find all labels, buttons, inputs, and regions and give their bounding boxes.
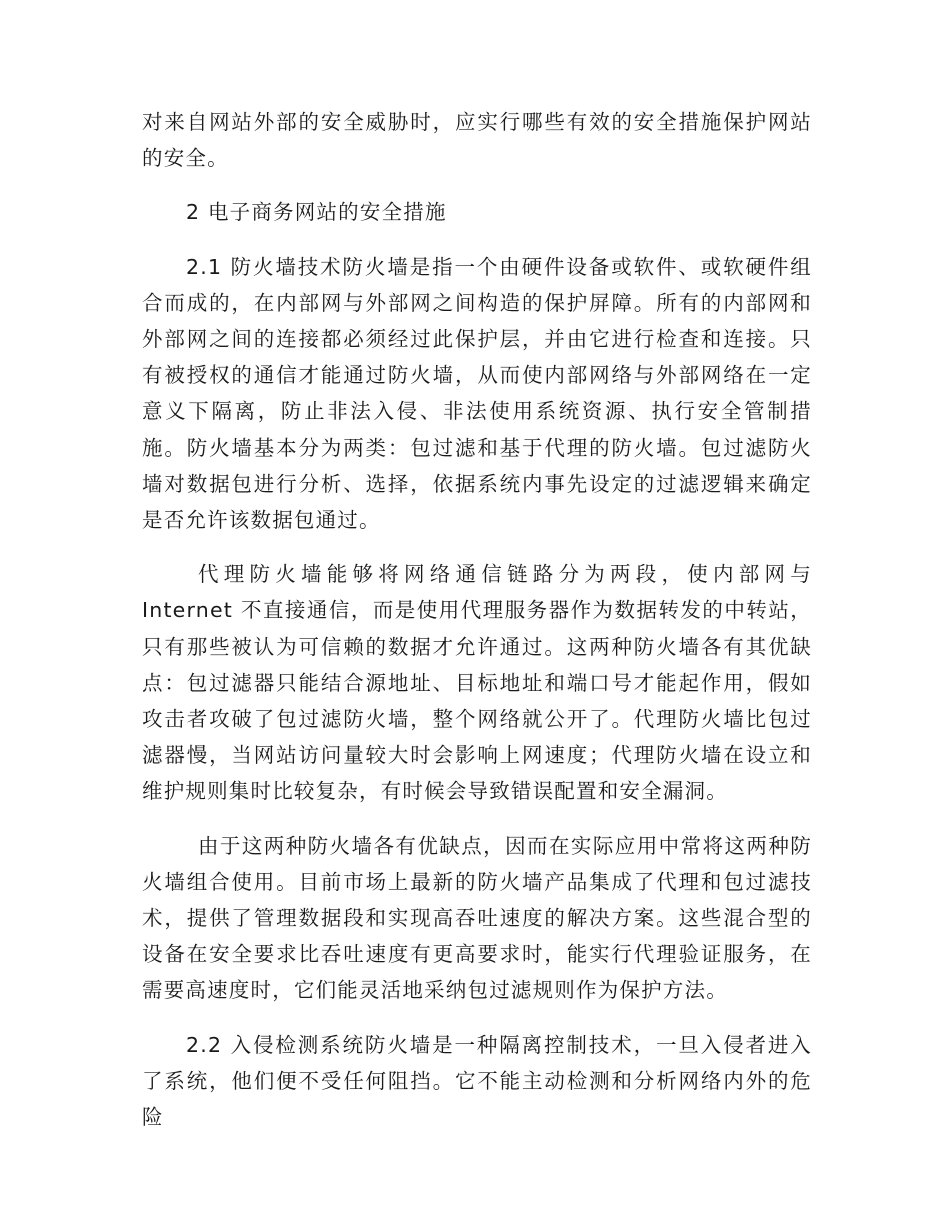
paragraph-continuation: 对来自网站外部的安全威胁时，应实行哪些有效的安全措施保护网站的安全。 bbox=[142, 110, 812, 171]
paragraph-proxy-firewall: 代理防火墙能够将网络通信链路分为两段，使内部网与 Internet 不直接通信，而是使用代理服务器作为数据转发的中转站，只有那些被认为可信赖的数据才允许通过。这两种防火墙各有其优缺点：包过滤器只能结合源地址、目标地址和端口号才能起作用，假如攻击者攻破了包过滤防火墙，整个网络就公开了。代理防火墙比包过滤器慢，当网站访问量较大时会影响上网速度；代理防火墙在设立和维护规则集时比较复杂，有时候会导致错误配置和安全漏洞。 bbox=[142, 562, 812, 804]
paragraph-hybrid-firewall: 由于这两种防火墙各有优缺点，因而在实际应用中常将这两种防火墙组合使用。目前市场上最新的防火墙产品集成了代理和包过滤技术，提供了管理数据段和实现高吞吐速度的解决方案。这些混合型的设备在安全要求比吞吐速度有更高要求时，能实行代理验证服务，在需要高速度时，它们能灵活地采纳包过滤规则作为保护方法。 bbox=[142, 833, 812, 1003]
section-heading: 2 电子商务网站的安全措施 bbox=[186, 200, 447, 225]
paragraph-intrusion-detection: 2.2 入侵检测系统防火墙是一种隔离控制技术，一旦入侵者进入了系统，他们便不受任何阻挡。它不能主动检测和分析网络内外的危险 bbox=[142, 1032, 812, 1130]
document-body bbox=[142, 104, 812, 1153]
paragraph-firewall: 2.1 防火墙技术防火墙是指一个由硬件设备或软件、或软硬件组合而成的，在内部网与外部网之间构造的保护屏障。所有的内部网和外部网之间的连接都必须经过此保护层，并由它进行检查和连接。只有被授权的通信才能通过防火墙，从而使内部网络与外部网络在一定意义下隔离，防止非法入侵、非法使用系统资源、执行安全管制措施。防火墙基本分为两类：包过滤和基于代理的防火墙。包过滤防火墙对数据包进行分析、选择，依据系统内事先设定的过滤逻辑来确定是否允许该数据包通过。 bbox=[142, 254, 812, 533]
